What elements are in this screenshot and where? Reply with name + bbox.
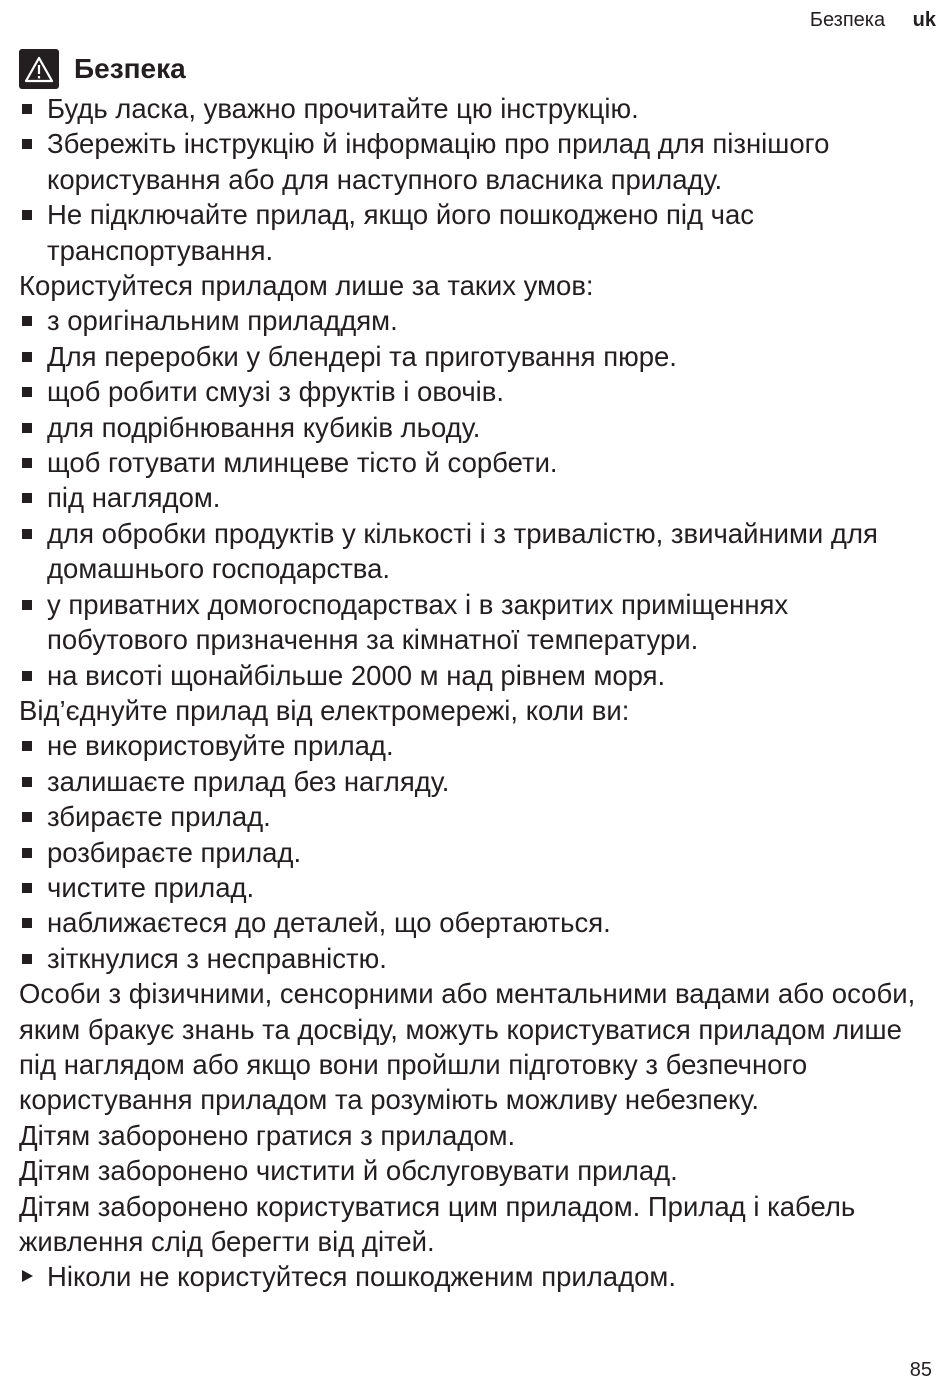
section-title: Безпека bbox=[74, 53, 186, 84]
square-bullet-icon bbox=[22, 387, 32, 397]
disconnect-lead: Від’єднуйте прилад від електромережі, коли ви: bbox=[19, 694, 630, 726]
list-item bbox=[19, 339, 931, 374]
square-bullet-icon bbox=[22, 918, 32, 928]
list-item bbox=[19, 835, 931, 870]
paragraph-children-use: Дітям заборонено користуватися цим приладом. Прилад і кабель живлення слід берегти від дітей. bbox=[19, 1190, 856, 1257]
list-item-text: щоб робити смузі з фруктів і овочів. bbox=[47, 376, 504, 408]
list-item bbox=[19, 587, 931, 658]
conditions-lead: Користуйтеся приладом лише за таких умов: bbox=[19, 270, 594, 302]
list-item-text: у приватних домогосподарствах і в закритих приміщеннях побутового призначення за кімнатної температури. bbox=[47, 588, 789, 656]
list-item-text: для подрібнювання кубиків льоду. bbox=[47, 411, 481, 443]
action-instruction-text: Ніколи не користуйтеся пошкодженим приладом. bbox=[47, 1261, 676, 1293]
list-item-text: Збережіть інструкцію й інформацію про прилад для пізнішого користування або для наступного власника приладу. bbox=[47, 128, 830, 195]
list-item-text: під наглядом. bbox=[47, 482, 221, 514]
list-item bbox=[19, 658, 931, 693]
list-item bbox=[19, 728, 931, 763]
list-item bbox=[19, 870, 931, 905]
paragraph-children-cleaning: Дітям заборонено чистити й обслуговувати прилад. bbox=[19, 1155, 678, 1187]
list-item-text: зіткнулися з несправністю. bbox=[47, 942, 387, 974]
list-item bbox=[19, 197, 931, 268]
list-item-text: Будь ласка, уважно прочитайте цю інструкцію. bbox=[47, 93, 639, 124]
triangle-arrow-icon bbox=[22, 1270, 33, 1282]
list-item bbox=[19, 516, 931, 587]
list-item-text: наближаєтеся до деталей, що обертаються. bbox=[47, 907, 611, 939]
page-header bbox=[810, 8, 936, 32]
list-item-text: розбираєте прилад. bbox=[47, 836, 302, 868]
action-instruction bbox=[19, 1259, 931, 1294]
list-item bbox=[19, 905, 931, 940]
list-item-text: з оригінальним приладдям. bbox=[47, 305, 398, 337]
list-item bbox=[19, 941, 931, 976]
list-item bbox=[19, 91, 931, 126]
list-item bbox=[19, 126, 931, 197]
intro-bullet-list bbox=[19, 91, 931, 268]
square-bullet-icon bbox=[22, 883, 32, 893]
list-item bbox=[19, 445, 931, 480]
square-bullet-icon bbox=[22, 812, 32, 822]
list-item bbox=[19, 799, 931, 834]
conditions-list bbox=[19, 303, 931, 692]
square-bullet-icon bbox=[22, 493, 32, 503]
list-item-text: не використовуйте прилад. bbox=[47, 730, 394, 762]
section-heading bbox=[19, 48, 931, 90]
list-item-text: для обробки продуктів у кількості і з тривалістю, звичайними для домашнього господарства. bbox=[47, 517, 878, 585]
safety-content bbox=[19, 48, 931, 1295]
paragraph-impaired-persons: Особи з фізичними, сенсорними або ментальними вадами або особи, яким бракує знань та досвіду, можуть користуватися приладом лише під наглядом або якщо вони пройшли підготовку з безпечного користування приладом та розуміють можливу небезпеку. bbox=[19, 978, 916, 1116]
square-bullet-icon bbox=[22, 848, 32, 858]
list-item-text: чистите прилад. bbox=[47, 871, 255, 903]
page-number: 85 bbox=[909, 1359, 932, 1381]
list-item-text: залишаєте прилад без нагляду. bbox=[47, 765, 450, 797]
square-bullet-icon bbox=[22, 777, 32, 787]
header-section-name: Безпека bbox=[809, 9, 886, 31]
square-bullet-icon bbox=[22, 139, 32, 149]
list-item-text: Для переробки у блендері та приготування пюре. bbox=[47, 340, 677, 372]
paragraph-children-play: Дітям заборонено гратися з приладом. bbox=[19, 1119, 516, 1151]
square-bullet-icon bbox=[22, 104, 32, 114]
list-item-text: на висоті щонайбільше 2000 м над рівнем моря. bbox=[47, 659, 666, 691]
square-bullet-icon bbox=[22, 954, 32, 964]
square-bullet-icon bbox=[22, 352, 32, 362]
warning-triangle-icon bbox=[19, 49, 59, 89]
square-bullet-icon bbox=[22, 600, 32, 610]
header-language-code: uk bbox=[912, 9, 936, 31]
square-bullet-icon bbox=[22, 423, 32, 433]
square-bullet-icon bbox=[22, 529, 32, 539]
list-item bbox=[19, 480, 931, 515]
square-bullet-icon bbox=[22, 316, 32, 326]
square-bullet-icon bbox=[22, 210, 32, 220]
disconnect-list bbox=[19, 728, 931, 976]
list-item bbox=[19, 374, 931, 409]
list-item-text: збираєте прилад. bbox=[47, 801, 271, 833]
list-item-text: Не підключайте прилад, якщо його пошкоджено під час транспортування. bbox=[47, 199, 755, 266]
square-bullet-icon bbox=[22, 458, 32, 468]
square-bullet-icon bbox=[22, 741, 32, 751]
list-item-text: щоб готувати млинцеве тісто й сорбети. bbox=[47, 447, 558, 479]
square-bullet-icon bbox=[22, 671, 32, 681]
list-item bbox=[19, 764, 931, 799]
list-item bbox=[19, 303, 931, 338]
list-item bbox=[19, 410, 931, 445]
